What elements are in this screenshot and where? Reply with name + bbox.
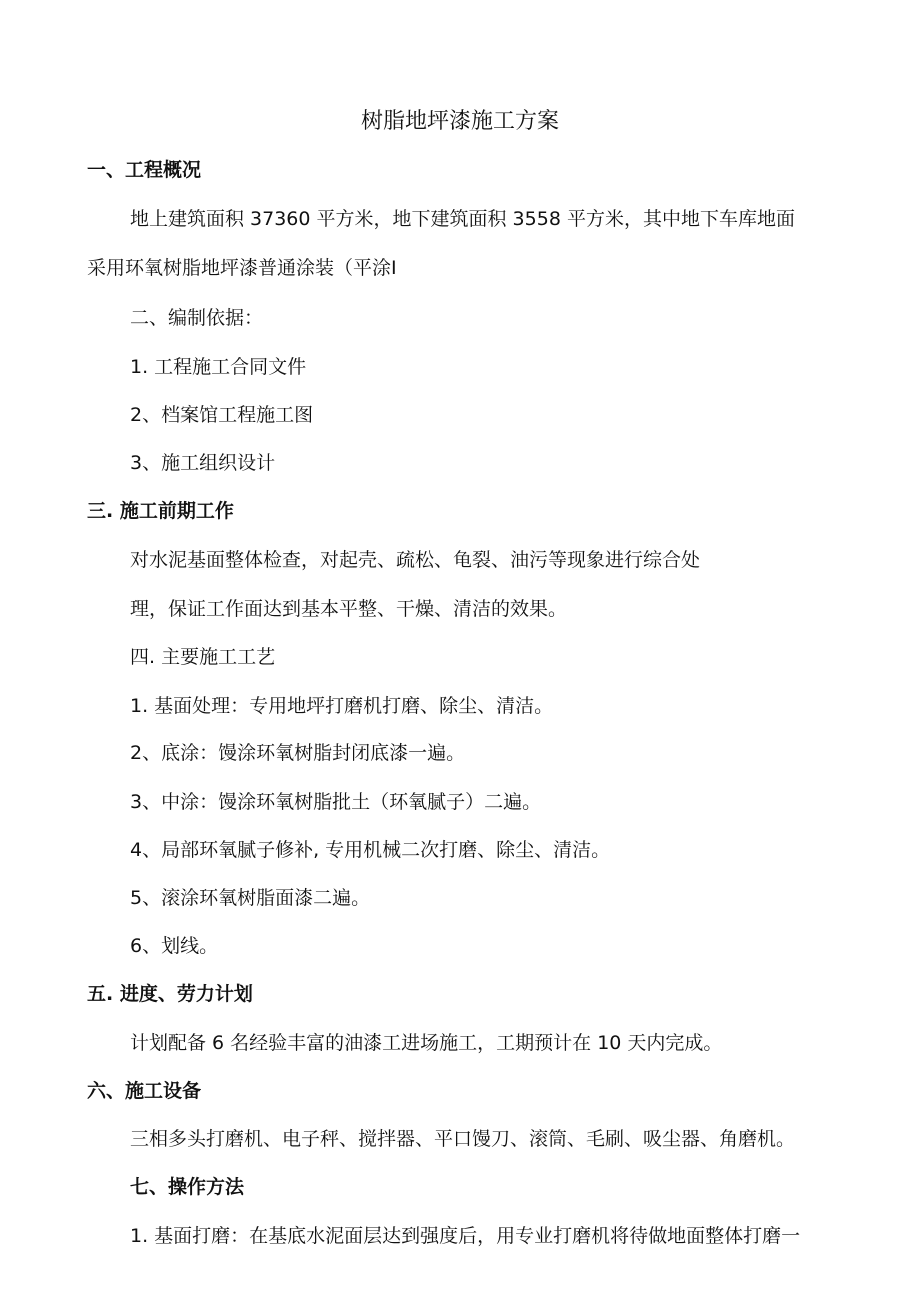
document-title: 树脂地坪漆施工方案 [360, 109, 559, 134]
section-1-paragraph-line-2: 采用环氧树脂地坪漆普通涂装（平涂Ⅰ [87, 257, 397, 279]
section-1-paragraph-line-1: 地上建筑面积 37360 平方米，地下建筑面积 3558 平方米，其中地下车库地面 [130, 208, 795, 230]
section-3-paragraph-line-1: 对水泥基面整体检查，对起壳、疏松、龟裂、油污等现象进行综合处 [130, 549, 701, 571]
section-6-heading: 六、施工设备 [87, 1080, 202, 1102]
section-4-item-4: 4、局部环氧腻子修补, 专用机械二次打磨、除尘、清洁。 [130, 839, 611, 861]
section-2-item-1: 1. 工程施工合同文件 [130, 356, 307, 378]
section-6-paragraph: 三相多头打磨机、电子秤、搅拌器、平口馒刀、滚筒、毛刷、吸尘器、角磨机。 [130, 1128, 796, 1150]
section-2-item-2: 2、档案馆工程施工图 [130, 404, 314, 426]
section-2-heading: 二、编制依据： [130, 307, 264, 329]
section-3-heading: 三. 施工前期工作 [87, 500, 234, 522]
section-4-item-2: 2、底涂：馒涂环氧树脂封闭底漆一遍。 [130, 742, 466, 764]
section-1-heading: 一、工程概况 [87, 159, 202, 181]
section-2-item-3: 3、施工组织设计 [130, 452, 276, 474]
section-7-heading: 七、操作方法 [130, 1176, 245, 1198]
section-5-heading: 五. 进度、劳力计划 [87, 983, 253, 1005]
section-4-item-1: 1. 基面处理：专用地坪打磨机打磨、除尘、清洁。 [130, 695, 554, 717]
section-7-item-1: 1. 基面打磨：在基底水泥面层达到强度后，用专业打磨机将待做地面整体打磨一 [130, 1225, 801, 1247]
section-5-paragraph: 计划配备 6 名经验丰富的油漆工进场施工，工期预计在 10 天内完成。 [130, 1032, 723, 1054]
section-4-heading: 四. 主要施工工艺 [130, 646, 276, 668]
section-4-item-5: 5、滚涂环氧树脂面漆二遍。 [130, 887, 371, 909]
section-4-item-6: 6、划线。 [130, 935, 219, 957]
section-3-paragraph-line-2: 理，保证工作面达到基本平整、干燥、清洁的效果。 [130, 598, 568, 620]
section-4-item-3: 3、中涂：馒涂环氧树脂批土（环氧腻子）二遍。 [130, 791, 542, 813]
